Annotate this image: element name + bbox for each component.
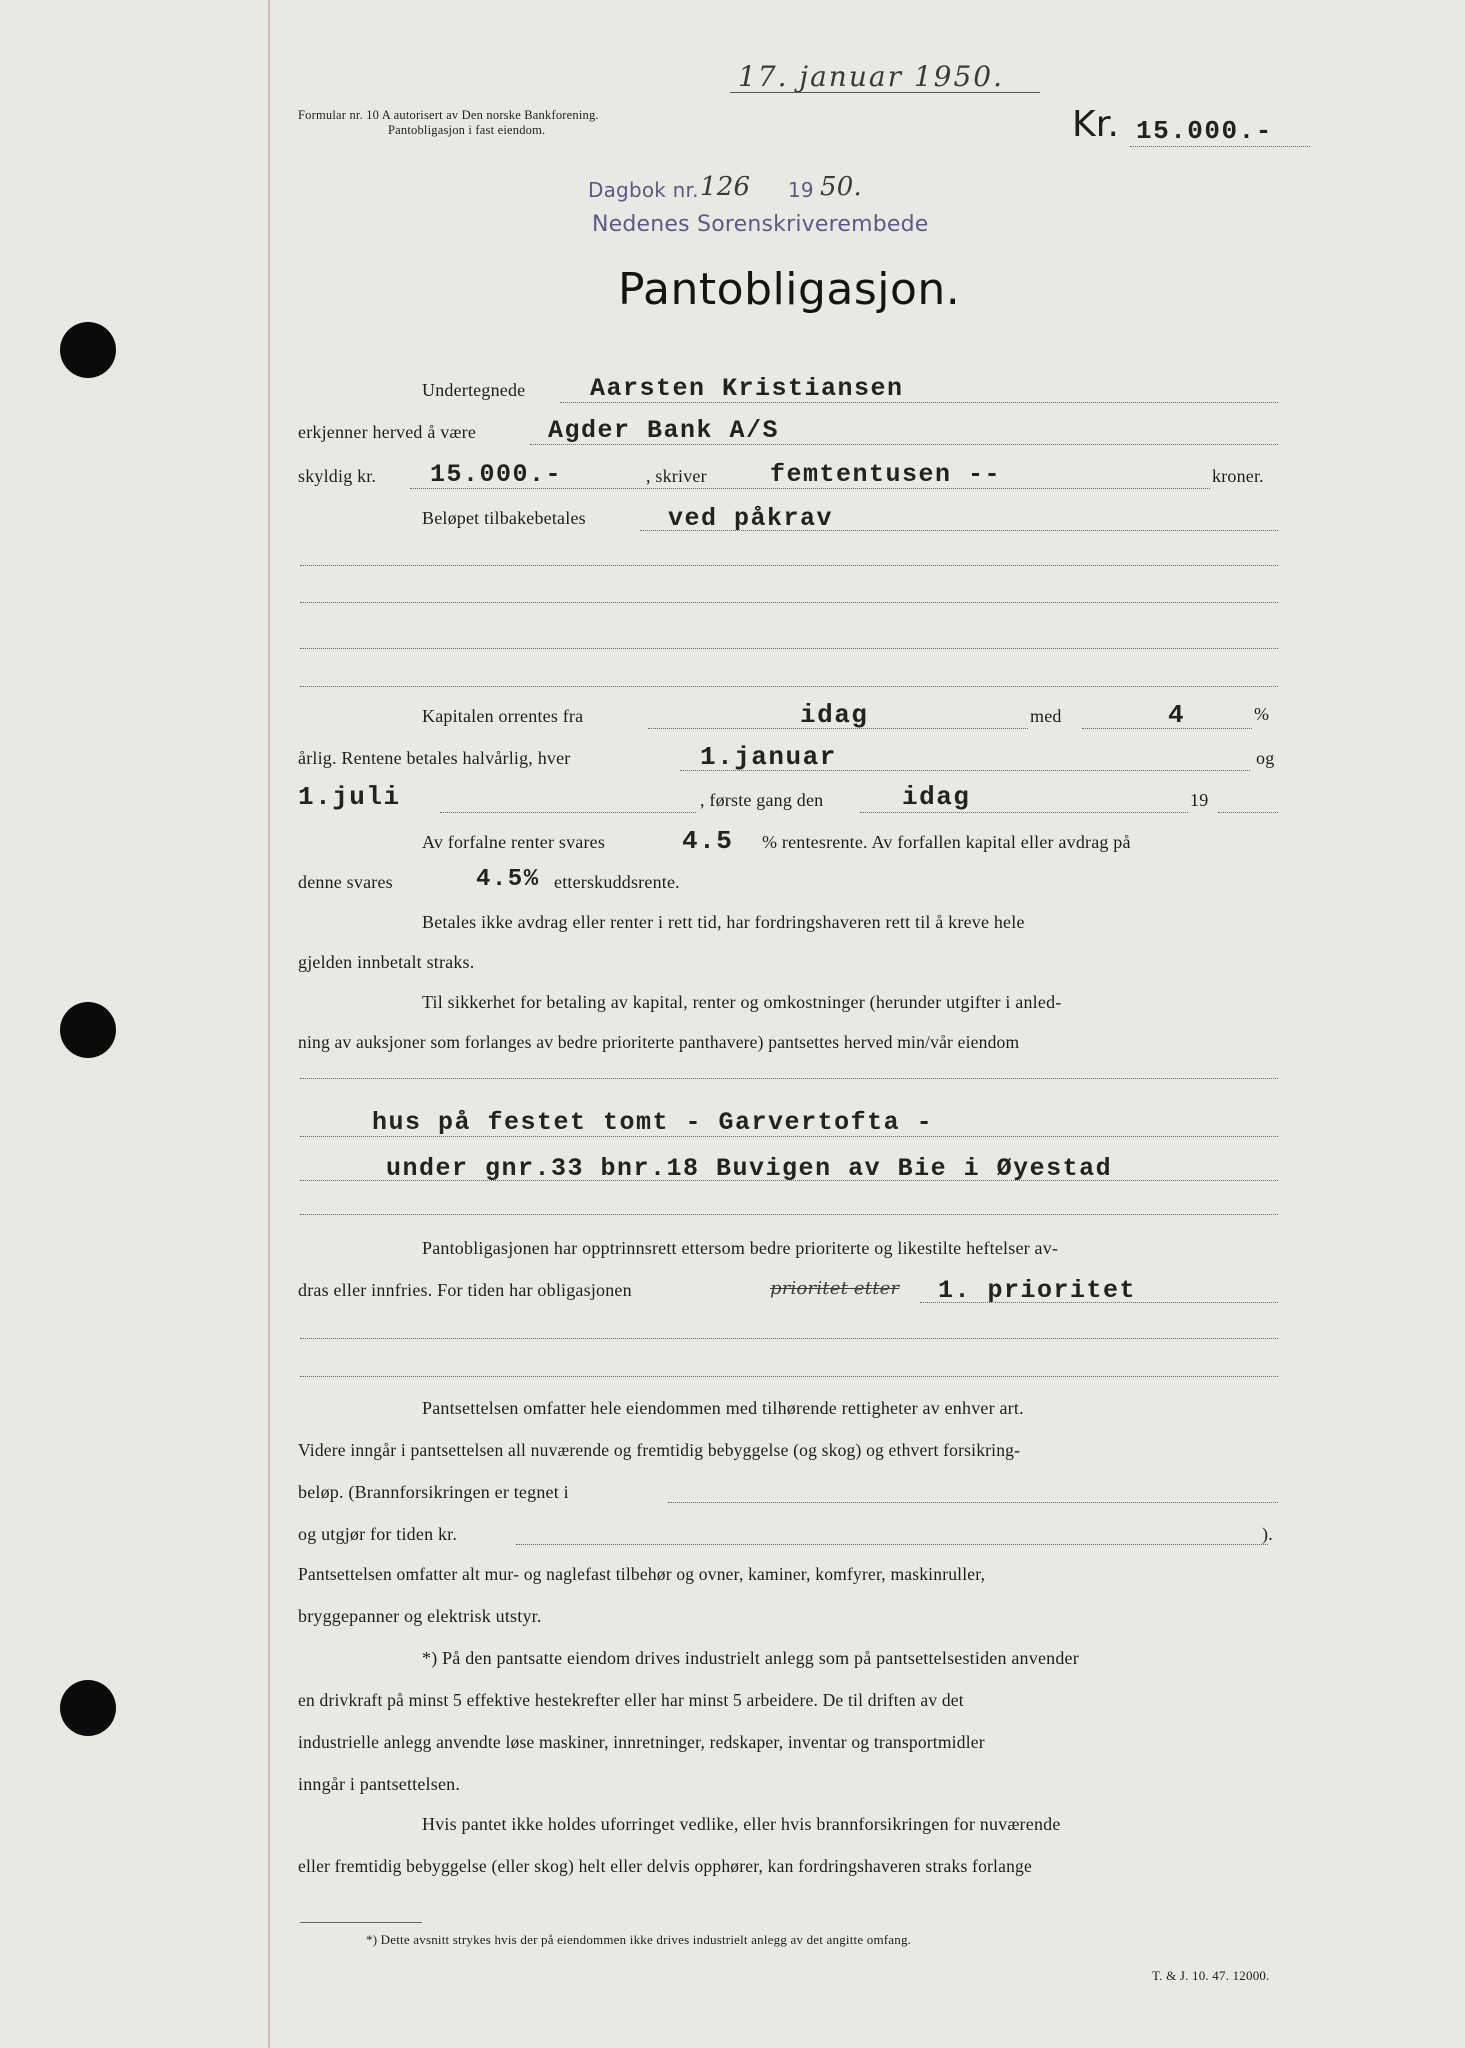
punch-hole	[60, 322, 116, 378]
line-dots	[410, 488, 1210, 489]
document-date: 17. januar 1950.	[738, 60, 1005, 93]
skyldig-label: skyldig kr.	[298, 466, 377, 486]
line-dots	[860, 812, 1188, 813]
footnote: *) Dette avsnitt strykes hvis der på eiendommen ikke drives industrielt anlegg av det angitte omfang.	[366, 1932, 912, 1947]
date-rule	[730, 92, 1040, 93]
scope-clause-3: beløp. (Brannforsikringen er tegnet i	[298, 1482, 569, 1502]
punch-hole	[60, 1680, 116, 1736]
line-dots	[300, 1338, 1278, 1339]
line-dots	[640, 530, 1278, 531]
scope-clause-2: Videre inngår i pantsettelsen all nuværende og fremtidig bebyggelse (og skog) og ethvert forsikring-	[298, 1440, 1021, 1460]
og-label: og	[1256, 748, 1275, 768]
payment-date-1: 1.januar	[700, 742, 837, 772]
industry-clause-4: inngår i pantsettelsen.	[298, 1774, 461, 1794]
amount-figures: 15.000.-	[430, 460, 563, 489]
etterskudd-label: etterskuddsrente.	[554, 872, 680, 892]
kapitalen-label: Kapitalen orrentes fra	[422, 706, 584, 726]
default-clause-1: Betales ikke avdrag eller renter i rett tid, har fordringshaveren rett til å kreve hele	[422, 912, 1025, 932]
line-dots	[668, 1502, 1278, 1503]
default-clause-2: gjelden innbetalt straks.	[298, 952, 475, 972]
security-clause-1: Til sikkerhet for betaling av kapital, renter og omkostninger (herunder utgifter i anled-	[422, 992, 1062, 1012]
line-dots	[300, 648, 1278, 649]
printer-mark: T. & J. 10. 47. 12000.	[1152, 1968, 1270, 1983]
footnote-rule	[300, 1922, 422, 1923]
undertegnede-label: Undertegnede	[422, 380, 526, 400]
line-dots	[1082, 728, 1252, 729]
priority-value: 1. prioritet	[938, 1276, 1137, 1305]
dagbok-year-prefix: 19	[788, 178, 814, 202]
struck-text: prioritet etter	[770, 1278, 900, 1299]
maintenance-clause-2: eller fremtidig bebyggelse (eller skog) helt eller delvis opphører, kan fordringshaveren straks forlange	[298, 1856, 1032, 1876]
line-dots	[300, 565, 1278, 566]
property-line-1: hus på festet tomt - Garvertofta -	[372, 1108, 934, 1137]
line-dots	[1218, 812, 1278, 813]
form-note-line2: Pantobligasjon i fast eiendom.	[388, 123, 546, 137]
kr-label: Kr.	[1072, 104, 1120, 145]
kroner-label: kroner.	[1212, 466, 1264, 486]
line-dots	[300, 1214, 1278, 1215]
priority-clause-1: Pantobligasjonen har opptrinnsrett ettersom bedre prioriterte og likestilte heftelser av-	[422, 1238, 1059, 1258]
fixtures-clause-1: Pantsettelsen omfatter alt mur- og naglefast tilbehør og ovner, kaminer, komfyrer, maskinruller,	[298, 1564, 986, 1584]
forfalne-label: Av forfalne renter svares	[422, 832, 606, 852]
office-stamp: Nedenes Sorenskriverembede	[592, 212, 929, 237]
rentesrente-label: % rentesrente. Av forfallen kapital eller avdrag på	[762, 832, 1131, 852]
interest-from: idag	[800, 700, 869, 730]
industry-clause-2: en drivkraft på minst 5 effektive hestekrefter eller har minst 5 arbeidere. De til driften av det	[298, 1690, 964, 1710]
scope-clause-4: og utgjør for tiden kr.	[298, 1524, 458, 1544]
line-dots	[300, 1376, 1278, 1377]
repayment-terms: ved påkrav	[668, 504, 834, 533]
line-dots	[530, 444, 1278, 445]
year-label: 19	[1190, 790, 1209, 810]
header-amount: 15.000.-	[1136, 116, 1273, 146]
maintenance-clause-1: Hvis pantet ikke holdes uforringet vedlike, eller hvis brannforsikringen for nuværende	[422, 1814, 1061, 1834]
denne-svares-label: denne svares	[298, 872, 393, 892]
security-clause-2: ning av auksjoner som forlanges av bedre prioriterte panthavere) pantsettes herved min/vår eiendom	[298, 1032, 1020, 1052]
scope-clause-4-end: ).	[1262, 1524, 1273, 1544]
property-line-2: under gnr.33 bnr.18 Buvigen av Bie i Øyestad	[386, 1154, 1113, 1183]
line-dots	[560, 402, 1278, 403]
amount-words: femtentusen --	[770, 460, 1002, 489]
fixtures-clause-2: bryggepanner og elektrisk utstyr.	[298, 1606, 542, 1626]
line-dots	[516, 1544, 1268, 1545]
punch-hole	[60, 1002, 116, 1058]
line-dots	[300, 686, 1278, 687]
scope-clause-1: Pantsettelsen omfatter hele eiendommen med tilhørende rettigheter av enhver art.	[422, 1398, 1024, 1418]
line-dots	[300, 602, 1278, 603]
first-payment-date: idag	[902, 782, 971, 812]
industry-clause-3: industrielle anlegg anvendte løse maskiner, innretninger, redskaper, inventar og transportmidler	[298, 1732, 985, 1752]
payment-date-2: 1.juli	[298, 782, 401, 812]
percent-sign: %	[1254, 704, 1270, 724]
forste-gang-label: , første gang den	[700, 790, 824, 810]
dagbok-number: 126	[700, 172, 751, 202]
skriver-label: , skriver	[646, 466, 707, 486]
creditor-name: Agder Bank A/S	[548, 416, 780, 445]
line-dots	[680, 770, 1250, 771]
erkjenner-label: erkjenner herved å være	[298, 422, 477, 442]
interest-on-interest: 4.5	[682, 826, 734, 856]
priority-clause-2: dras eller innfries. For tiden har obligasjonen	[298, 1280, 632, 1300]
med-label: med	[1030, 706, 1062, 726]
debtor-name: Aarsten Kristiansen	[590, 374, 904, 403]
belop-label: Beløpet tilbakebetales	[422, 508, 586, 528]
line-dots	[300, 1180, 1278, 1181]
line-dots	[440, 812, 696, 813]
industry-clause-1: *) På den pantsatte eiendom drives industrielt anlegg som på pantsettelsestiden anvender	[422, 1648, 1079, 1668]
interest-rate: 4	[1168, 700, 1186, 730]
amount-dots	[1130, 146, 1310, 147]
dagbok-label: Dagbok nr.	[588, 178, 699, 202]
line-dots	[300, 1136, 1278, 1137]
margin-line	[268, 0, 270, 2048]
late-interest: 4.5%	[476, 866, 540, 893]
line-dots	[648, 728, 1028, 729]
page-title: Pantobligasjon.	[618, 264, 961, 315]
line-dots	[920, 1302, 1278, 1303]
form-note-line1: Formular nr. 10 A autorisert av Den norske Bankforening.	[298, 108, 599, 122]
halvarlig-label: årlig. Rentene betales halvårlig, hver	[298, 748, 571, 768]
dagbok-year: 50.	[820, 172, 862, 202]
line-dots	[300, 1078, 1278, 1079]
